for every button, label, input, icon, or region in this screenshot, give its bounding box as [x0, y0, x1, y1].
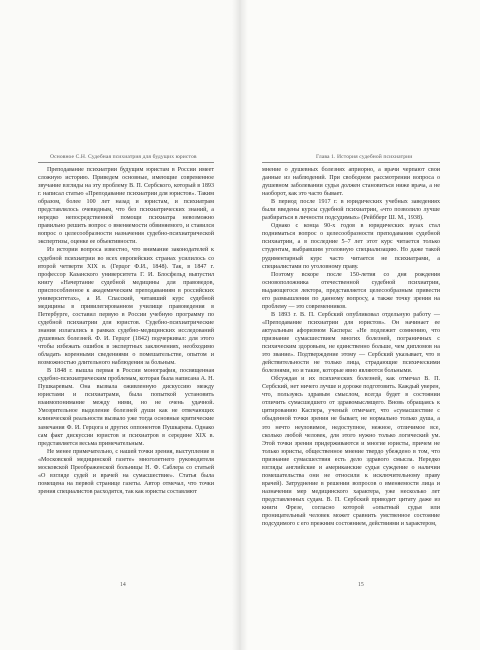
right-paragraph: В 1893 г. В. П. Сербский опубликовал отдельную работу — «Преподавание психиатрии для юристов». Он начинает ее актуальным афоризмом Каспера: «Не подлежит сомнению, что признание сумасшествием многих болезней, пограничных с психическим здоровьем, не единственно больше, чем дипломов на это звание». Подтверждение этому — Сербский указывает, что в действительности не только лица, страдающие психическими болезнями, но и такие, которые явно являются больными. — [262, 311, 440, 375]
left-running-head: Основное С.Н. Судебная психиатрия для будущих юристов — [50, 154, 197, 160]
left-paragraph: В 1848 г. вышла первая в России монография, посвященная судебно-психиатрическим проблемам, которая была написана А. Н. Пушкаревым. Она вызвала оживленную дискуссию между юристами и психиатрами, была попыткой установить взаимопонимание между ними, но не очень удачной. Умозрительное выделение болезней души как не отвечающих клинической реальности вызвало уже тогда основные критические замечания Ф. И. Герцога и других оппонентов Пушкарева. Однако сам факт дискуссии юристов и психиатров в середине XIX в. представляется весьма примечательным. — [38, 368, 214, 447]
right-page — [240, 0, 480, 650]
left-head-rule — [38, 162, 214, 163]
right-head-rule — [262, 162, 440, 163]
right-running-head: Глава 1. История судебной психиатрии — [316, 154, 413, 160]
right-page-number: 15 — [358, 582, 364, 588]
right-body-text — [262, 166, 440, 528]
right-paragraph: Обсуждая и их психических болезней, как отмечал В. П. Сербский, нет ничего лучше и дороже подготовить. Каждый уверен, что, пользуясь здравым смыслом, всегда будет в состоянии отличить сумасшедшего от здравомыслящего. Вновь обращаясь к цитированию Каспера, ученый отмечает, что «сумасшествие с обыденной точки зрения не бывает, не нормально только душа, а это нечто неуловимое, недоступное, нежное, отличимое все, сколько любой человек, для этого нужно только логический ум. Этой точки зрения придерживаются и многие юристы, причем не только юристы, общественное мнение твердо убеждено в том, что признание сумасшествия есть дело здравого смысла. Нередко взгляды английские и американские судьи суждение о наличии помешательства они не относили к исключительному праву врачей). Затруднение в решении вопросов о вменяемости лица и назначении мер медицинского характера, уже несколько лет представленных судам. В. П. Сербский приводит цитату даже из книги Фрезе, согласно которой «опытный судья или проницательный человек может сравнить умственное состояние подсудимого с его прежним состоянием, действиями и характером, — [262, 376, 440, 528]
left-paragraph: Из истории вопроса известно, что внимание законодателей к судебной психиатрии во всех европейских странах усилилось со второй четверти XIX в. (Герцог Ф.И., 1848). Так, в 1847 г. профессор Казанского университета Г. И. Блосфельд выпустил книгу «Начертание судебной медицины для правоведов, приспособленное к академическим преподаваниям в российских университетах», а И. Спасский, читавший курс судебной медицины в привилегированном училище правоведения в Петербурге, составил первую в России учебную программу по судебной психиатрии для юристов. Судебно-психиатрические знания излагались в рамках судебно-медицинских исследований душевных болезней. Ф. И. Герцог (1842) подчеркивал: для этого чтобы избежать ошибок в экспертных заключениях, необходимо обладать коренными сведениями о помешательстве, опытом и возможностью длительного наблюдения за больным. — [38, 247, 214, 367]
right-paragraph: В период после 1917 г. в юридических учебных заведениях были введены курсы судебной психиатрии, «что позволило лучше разбираться в личности подсудимых» (Рейбберг Ш. М., 1938). — [262, 199, 440, 222]
left-page-number: 14 — [120, 582, 126, 588]
right-paragraph: Поэтому вскоре после 150-летия со дня рождения основоположника отечественной судебной психиатрии, выдающегося лектора, представляется целесообразным привести его размышления по данному вопросу, а также точку зрения на проблему — это современников. — [262, 271, 440, 310]
left-body-text — [38, 166, 214, 496]
right-paragraph: мнение о душевных болезнях априорно, а врачи черпают свои данные из наблюдений. При свободном рассмотрении вопроса о душевном заболевании судья должен становиться ниже врача, а не наоборот, как это часто бывает. — [262, 167, 440, 198]
right-paragraph: Однако с конца 90-х годов в юридических вузах стал подниматься вопрос о целесообразности преподавания судебной психиатрии, а в последние 5–7 лет этот курс читается только студентам, выбравшим уголовную специализацию. Но даже такой рудиментарный курс часто читается не психиатрами, а специалистами по уголовному праву. — [262, 223, 440, 270]
left-paragraph: Преподавание психиатрии будущим юристам в России имеет сложную историю. Приведем основные, имеющие современное звучание взгляды на эту проблему В. П. Сербского, который в 1893 г. написал статью «Преподавание психиатрии для юристов». Таким образом, более 100 лет назад и юристам, и психиатрам представлялось очевидным, что без психиатрических знаний, а нередко непосредственной помощи психиатра невозможно правильно решить вопрос о вменяемости обвиняемого, и ставился вопрос о целесообразности назначения судебно-психиатрической экспертизы, оценке ее объективности. — [38, 167, 214, 246]
left-paragraph: Не менее примечательно, с нашей точки зрения, выступление в «Московской медицинской газете» многолетнего руководителя московской Преображенской больницы Н. Ф. Саблера со статьей «О взгляде судей и врачей на сумасшествие». Статья была помещена на первой странице газеты. Автор отмечал, что точки зрения специалистов расходятся, так как юристы составляют — [38, 448, 214, 495]
book-gutter — [232, 0, 248, 650]
